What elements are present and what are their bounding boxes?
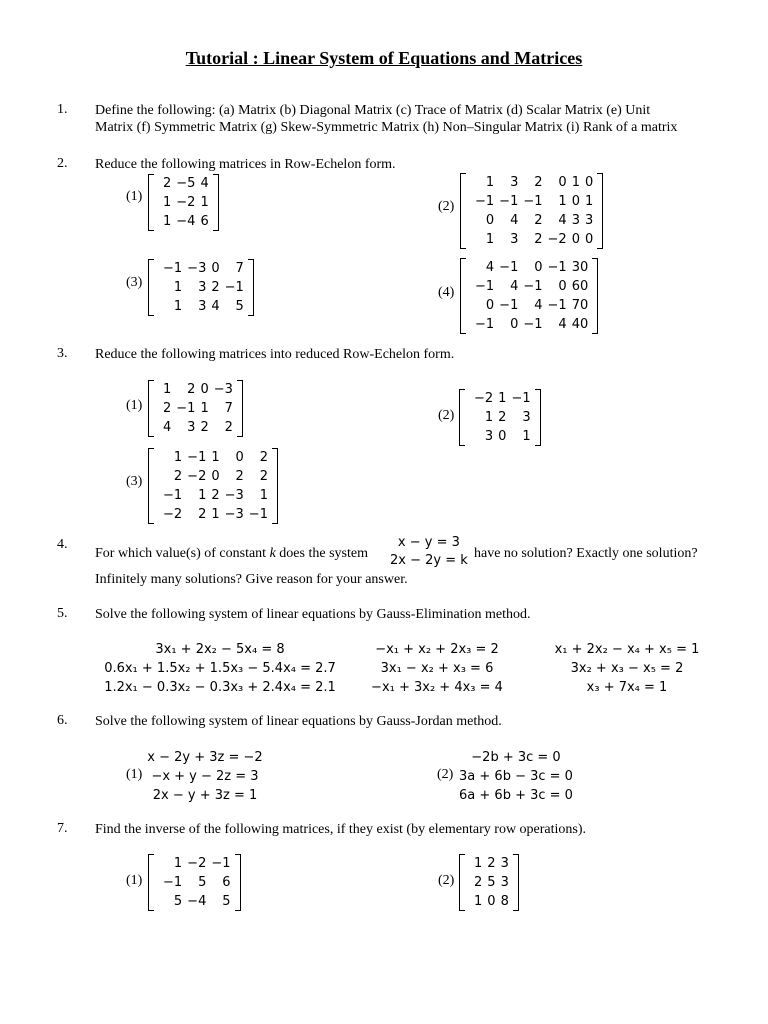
matrix-cell: −1 <box>475 194 495 209</box>
matrix-cell: −1 <box>176 401 196 416</box>
matrix-cell: 2 <box>173 469 183 484</box>
right-bracket <box>513 854 519 911</box>
matrix-cell: 1 <box>498 391 507 406</box>
matrix-cell: −1 <box>475 279 495 294</box>
equation-line: −2b + 3c = 0 <box>471 750 561 765</box>
matrix-cell: −2 <box>187 856 207 871</box>
q2-number: 2. <box>57 156 68 171</box>
matrix-cell: −5 <box>176 176 196 191</box>
q6-label-2: (2) <box>437 767 454 782</box>
matrix-cell: 0 <box>235 450 244 465</box>
matrix-cell: 0 <box>558 175 567 190</box>
matrix-cell: −4 <box>187 894 207 909</box>
matrix-cell: 0 <box>584 232 594 247</box>
q7-m2-label: (2) <box>438 873 455 888</box>
equation-line: x₁ + 2x₂ − x₄ + x₅ = 1 <box>554 642 700 657</box>
q2-m2-label: (2) <box>438 199 455 214</box>
q4-k: k <box>269 546 276 561</box>
matrix-cell: −3 <box>224 507 244 522</box>
q6-system-2 <box>456 748 576 805</box>
matrix-cell: 4 <box>510 213 519 228</box>
equation-line: −x₁ + 3x₂ + 4x₃ = 4 <box>371 680 503 695</box>
matrix-cell: 1 <box>173 450 183 465</box>
matrix-cell: 4 <box>558 317 567 332</box>
matrix-cell: 1 <box>474 856 483 871</box>
matrix-cell: 3 <box>510 232 519 247</box>
matrix-cell: 2 <box>259 450 268 465</box>
matrix-cell: 0 <box>584 175 594 190</box>
matrix-cell: 1 <box>173 280 183 295</box>
matrix-cell: 40 <box>571 317 589 332</box>
matrix-cell: 2 <box>534 232 543 247</box>
matrix-cell: 2 <box>163 401 172 416</box>
matrix-cell: 0 <box>200 382 209 397</box>
q1-number: 1. <box>57 102 68 117</box>
matrix-cell: 1 <box>571 175 580 190</box>
q2-m1-label: (1) <box>126 189 143 204</box>
q5-system-3 <box>548 640 706 697</box>
matrix-grid <box>154 380 237 437</box>
matrix-cell: 5 <box>222 894 231 909</box>
matrix-cell: 8 <box>500 894 509 909</box>
matrix-cell: −1 <box>499 194 519 209</box>
q6-text: Solve the following system of linear equations by Gauss-Jordan method. <box>95 714 502 729</box>
right-bracket <box>592 258 598 334</box>
matrix-cell: −3 <box>213 382 233 397</box>
equation-line: x₃ + 7x₄ = 1 <box>586 680 668 695</box>
matrix-cell: −1 <box>499 260 519 275</box>
matrix-cell: −1 <box>163 261 183 276</box>
matrix-cell: 1 <box>259 488 268 503</box>
matrix-cell: 0 <box>211 261 220 276</box>
matrix-cell: 1 <box>163 382 172 397</box>
matrix-cell: 1 <box>163 195 172 210</box>
matrix-cell: 1 <box>163 214 172 229</box>
q7-text: Find the inverse of the following matrices, if they exist (by elementary row operations). <box>95 822 587 837</box>
q7-matrix-2 <box>459 854 519 911</box>
matrix-cell: 5 <box>235 299 244 314</box>
matrix-cell: −2 <box>547 232 567 247</box>
equation-line: 3x₁ − x₂ + x₃ = 6 <box>380 661 494 676</box>
matrix-grid <box>154 174 213 231</box>
matrix-cell: −2 <box>163 507 183 522</box>
matrix-cell: 2 <box>200 420 209 435</box>
matrix-cell: 1 <box>198 488 207 503</box>
q5-text: Solve the following system of linear equations by Gauss-Elimination method. <box>95 607 531 622</box>
matrix-cell: 2 <box>235 469 244 484</box>
matrix-cell: −4 <box>176 214 196 229</box>
matrix-cell: 2 <box>259 469 268 484</box>
matrix-cell: 7 <box>224 401 233 416</box>
matrix-cell: 6 <box>200 214 209 229</box>
right-bracket <box>272 448 278 524</box>
q3-text: Reduce the following matrices into reduced Row-Echelon form. <box>95 347 455 362</box>
q2-matrix-4 <box>460 258 598 334</box>
matrix-grid <box>465 854 513 911</box>
matrix-cell: −1 <box>523 317 543 332</box>
matrix-grid <box>466 173 597 249</box>
matrix-cell: 1 <box>173 856 183 871</box>
matrix-cell: 3 <box>500 875 509 890</box>
q3-m1-label: (1) <box>126 398 143 413</box>
q1-line2: Matrix (f) Symmetric Matrix (g) Skew-Symmetric Matrix (h) Non–Singular Matrix (i) Rank of a matrix <box>95 120 678 135</box>
q3-matrix-3 <box>148 448 278 524</box>
matrix-cell: 1 <box>211 450 220 465</box>
q6-label-1: (1) <box>126 767 143 782</box>
matrix-cell: 7 <box>235 261 244 276</box>
equation-line: −x + y − 2z = 3 <box>151 769 259 784</box>
q5-system-1 <box>102 640 338 697</box>
equation-line: 3x₂ + x₃ − x₅ = 2 <box>570 661 684 676</box>
matrix-cell: 2 <box>487 856 496 871</box>
right-bracket <box>237 380 243 437</box>
q4-eq2: 2x − 2y = k <box>390 553 468 568</box>
matrix-cell: 2 <box>211 280 220 295</box>
matrix-cell: 1 <box>200 195 209 210</box>
matrix-cell: −1 <box>248 507 268 522</box>
matrix-cell: −1 <box>547 298 567 313</box>
matrix-cell: 4 <box>485 260 495 275</box>
q4-eq1: x − y = 3 <box>397 535 460 550</box>
matrix-cell: 1 <box>474 894 483 909</box>
matrix-cell: −3 <box>224 488 244 503</box>
right-bracket <box>213 174 219 231</box>
matrix-cell: 1 <box>200 401 209 416</box>
matrix-cell: −1 <box>224 280 244 295</box>
q7-m1-label: (1) <box>126 873 143 888</box>
matrix-cell: 0 <box>558 279 567 294</box>
equation-line: 0.6x₁ + 1.5x₂ + 1.5x₃ − 5.4x₄ = 2.7 <box>104 661 336 676</box>
matrix-grid <box>466 258 592 334</box>
matrix-cell: 2 <box>211 488 220 503</box>
matrix-cell: 3 <box>522 410 531 425</box>
matrix-cell: −1 <box>211 856 231 871</box>
q6-number: 6. <box>57 713 68 728</box>
matrix-cell: −2 <box>187 469 207 484</box>
q6-system-1 <box>144 748 266 805</box>
matrix-cell: −1 <box>523 194 543 209</box>
matrix-cell: 1 <box>522 429 531 444</box>
matrix-cell: 2 <box>224 420 233 435</box>
q2-m4-label: (4) <box>438 285 455 300</box>
matrix-cell: 60 <box>571 279 589 294</box>
matrix-grid <box>465 389 535 446</box>
matrix-cell: 4 <box>211 299 220 314</box>
matrix-cell: −1 <box>499 298 519 313</box>
equation-line: 3x₁ + 2x₂ − 5x₄ = 8 <box>155 642 285 657</box>
q2-text: Reduce the following matrices in Row-Echelon form. <box>95 157 396 172</box>
q4-pre: For which value(s) of constant <box>95 546 270 561</box>
matrix-cell: 70 <box>571 298 589 313</box>
q4-number: 4. <box>57 537 68 552</box>
matrix-cell: −1 <box>475 317 495 332</box>
equation-line: 2x − y + 3z = 1 <box>152 788 258 803</box>
matrix-cell: 4 <box>534 298 543 313</box>
matrix-cell: 4 <box>200 176 209 191</box>
q3-matrix-2 <box>459 389 541 446</box>
matrix-cell: 2 <box>163 176 172 191</box>
matrix-cell: 1 <box>211 507 220 522</box>
q5-number: 5. <box>57 606 68 621</box>
matrix-cell: 3 <box>484 429 494 444</box>
matrix-cell: 0 <box>485 298 495 313</box>
matrix-cell: 5 <box>198 875 207 890</box>
matrix-cell: 0 <box>534 260 543 275</box>
matrix-cell: 4 <box>163 420 172 435</box>
matrix-cell: 3 <box>584 213 594 228</box>
right-bracket <box>235 854 241 911</box>
q3-matrix-1 <box>148 380 243 437</box>
right-bracket <box>535 389 541 446</box>
matrix-cell: 2 <box>474 875 483 890</box>
matrix-cell: 6 <box>222 875 231 890</box>
q4-post: have no solution? Exactly one solution? <box>474 546 698 561</box>
equation-line: −x₁ + x₂ + 2x₃ = 2 <box>375 642 499 657</box>
matrix-grid <box>154 854 235 911</box>
right-bracket <box>597 173 603 249</box>
matrix-cell: 2 <box>498 410 507 425</box>
matrix-cell: 0 <box>571 232 580 247</box>
matrix-cell: 5 <box>173 894 183 909</box>
matrix-cell: 0 <box>571 194 580 209</box>
matrix-cell: 2 <box>534 213 543 228</box>
q1-line1: Define the following: (a) Matrix (b) Diagonal Matrix (c) Trace of Matrix (d) Scalar Matrix (e) Unit <box>95 103 651 118</box>
matrix-cell: 0 <box>211 469 220 484</box>
matrix-cell: −1 <box>547 260 567 275</box>
matrix-cell: 3 <box>187 420 196 435</box>
matrix-cell: 3 <box>198 299 207 314</box>
q3-number: 3. <box>57 346 68 361</box>
q2-matrix-1 <box>148 174 219 231</box>
matrix-cell: 3 <box>500 856 509 871</box>
q4-line2: Infinitely many solutions? Give reason for your answer. <box>95 572 408 587</box>
matrix-cell: 5 <box>487 875 496 890</box>
matrix-cell: −1 <box>511 391 531 406</box>
q4-mid: does the system <box>275 546 368 561</box>
q4-system <box>390 534 468 570</box>
q2-matrix-3 <box>148 259 254 316</box>
matrix-cell: 4 <box>558 213 567 228</box>
q2-m3-label: (3) <box>126 275 143 290</box>
matrix-cell: 3 <box>510 175 519 190</box>
matrix-cell: −2 <box>474 391 494 406</box>
matrix-cell: 0 <box>510 317 519 332</box>
equation-line: x − 2y + 3z = −2 <box>147 750 263 765</box>
matrix-cell: 2 <box>187 382 196 397</box>
matrix-grid <box>154 448 272 524</box>
matrix-cell: 1 <box>173 299 183 314</box>
matrix-cell: 2 <box>198 507 207 522</box>
matrix-cell: 0 <box>485 213 495 228</box>
matrix-cell: 3 <box>571 213 580 228</box>
matrix-cell: −1 <box>163 875 183 890</box>
q4-line1 <box>95 545 368 562</box>
right-bracket <box>248 259 254 316</box>
matrix-cell: 0 <box>498 429 507 444</box>
matrix-cell: −2 <box>176 195 196 210</box>
equation-line: 3a + 6b − 3c = 0 <box>459 769 573 784</box>
matrix-cell: 0 <box>487 894 496 909</box>
matrix-cell: 1 <box>558 194 567 209</box>
matrix-cell: 3 <box>198 280 207 295</box>
q2-matrix-2 <box>460 173 603 249</box>
page-title: Tutorial : Linear System of Equations and Matrices <box>185 48 583 68</box>
q5-system-2 <box>362 640 512 697</box>
matrix-cell: −1 <box>523 279 543 294</box>
matrix-cell: 30 <box>571 260 589 275</box>
matrix-cell: 1 <box>485 175 495 190</box>
q3-m2-label: (2) <box>438 408 455 423</box>
equation-line: 6a + 6b + 3c = 0 <box>459 788 573 803</box>
q7-matrix-1 <box>148 854 241 911</box>
matrix-grid <box>154 259 248 316</box>
matrix-cell: 4 <box>510 279 519 294</box>
matrix-cell: −1 <box>187 450 207 465</box>
matrix-cell: 1 <box>484 410 494 425</box>
q7-number: 7. <box>57 821 68 836</box>
q3-m3-label: (3) <box>126 474 143 489</box>
equation-line: 1.2x₁ − 0.3x₂ − 0.3x₃ + 2.4x₄ = 2.1 <box>104 680 336 695</box>
matrix-cell: 1 <box>584 194 594 209</box>
matrix-cell: −1 <box>163 488 183 503</box>
matrix-cell: 1 <box>485 232 495 247</box>
matrix-cell: −3 <box>187 261 207 276</box>
matrix-cell: 2 <box>534 175 543 190</box>
